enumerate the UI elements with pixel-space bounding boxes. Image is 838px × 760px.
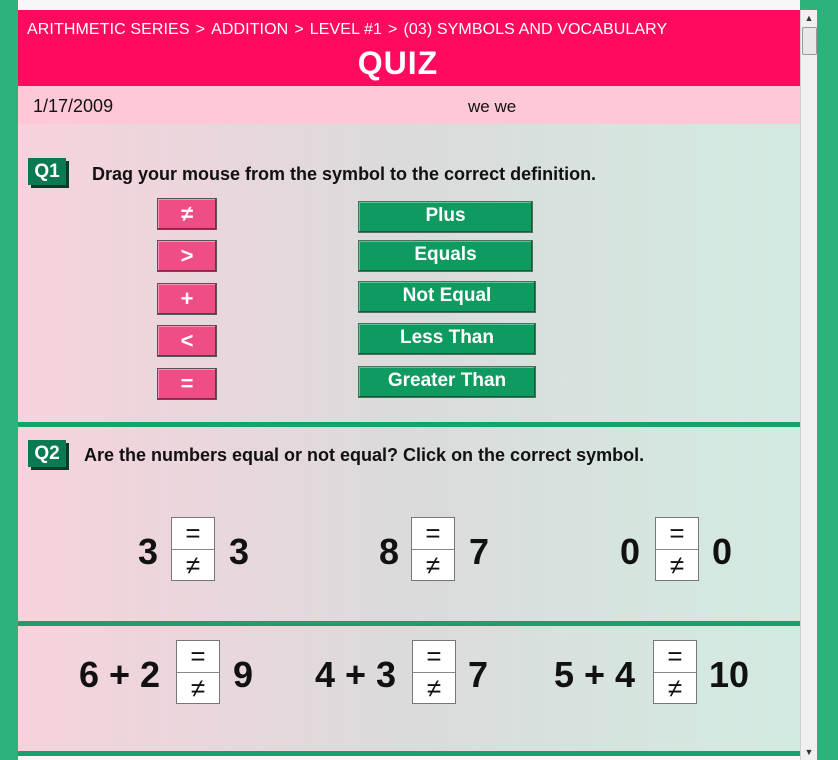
not-equal-choice[interactable]: ≠ (190, 673, 206, 703)
right-number: 3 (229, 531, 250, 572)
breadcrumb-item[interactable]: ADDITION (211, 21, 289, 38)
comparison-item (315, 640, 515, 704)
symbol-choice-box (412, 640, 456, 704)
symbol-choice-box (171, 517, 215, 581)
breadcrumb (27, 21, 667, 39)
right-number: 9 (233, 654, 254, 695)
equals-choice[interactable]: = (656, 518, 698, 550)
left-expression: 5 + 4 (554, 654, 636, 695)
definition-greater-than-target[interactable]: Greater Than (358, 366, 536, 398)
info-bar (18, 86, 800, 124)
equals-choice[interactable]: = (413, 641, 455, 673)
left-expression: 6 + 2 (79, 654, 161, 695)
vertical-scrollbar[interactable] (800, 10, 817, 760)
left-number: 0 (620, 531, 641, 572)
left-expression: 4 + 3 (315, 654, 397, 695)
symbol-equals-button[interactable]: = (157, 368, 217, 400)
comparison-item (379, 517, 519, 581)
not-equal-choice[interactable]: ≠ (426, 673, 442, 703)
question-1-section (18, 124, 800, 422)
definition-less-than-target[interactable]: Less Than (358, 323, 536, 355)
comparison-item (554, 640, 774, 704)
breadcrumb-item[interactable]: ARITHMETIC SERIES (27, 21, 190, 38)
right-number: 7 (469, 531, 490, 572)
definition-plus-target[interactable]: Plus (358, 201, 533, 233)
equals-choice[interactable]: = (177, 641, 219, 673)
equals-choice[interactable]: = (172, 518, 214, 550)
question-badge: Q2 (28, 440, 66, 467)
breadcrumb-item[interactable]: (03) SYMBOLS AND VOCABULARY (403, 21, 668, 38)
symbol-not-equal-button[interactable]: ≠ (157, 198, 217, 230)
right-number: 7 (468, 654, 489, 695)
question-badge: Q1 (28, 158, 66, 185)
scroll-down-arrow-icon[interactable]: ▼ (804, 747, 814, 757)
symbol-choice-box (653, 640, 697, 704)
left-number: 8 (379, 531, 400, 572)
breadcrumb-separator: > (294, 21, 304, 38)
right-number: 10 (709, 654, 750, 695)
not-equal-choice[interactable]: ≠ (667, 673, 683, 703)
question-2-row-2-section (18, 626, 800, 751)
equals-choice[interactable]: = (654, 641, 696, 673)
not-equal-choice[interactable]: ≠ (425, 550, 441, 580)
quiz-date: 1/17/2009 (33, 96, 114, 116)
header-bar (18, 10, 800, 86)
equals-choice[interactable]: = (412, 518, 454, 550)
right-number: 0 (712, 531, 733, 572)
comparison-item (138, 517, 278, 581)
question-instruction: Are the numbers equal or not equal? Click on the correct symbol. (84, 445, 645, 465)
comparison-item (79, 640, 279, 704)
breadcrumb-separator: > (388, 21, 398, 38)
symbol-choice-box (176, 640, 220, 704)
left-number: 3 (138, 531, 159, 572)
breadcrumb-item[interactable]: LEVEL #1 (309, 21, 383, 38)
not-equal-choice[interactable]: ≠ (669, 550, 685, 580)
symbol-choice-box (411, 517, 455, 581)
symbol-greater-than-button[interactable]: > (157, 240, 217, 272)
question-2-section (18, 427, 800, 621)
quiz-page (18, 0, 800, 760)
breadcrumb-separator: > (195, 21, 206, 38)
section-divider (18, 751, 800, 756)
not-equal-choice[interactable]: ≠ (185, 550, 201, 580)
scroll-up-arrow-icon[interactable]: ▲ (804, 13, 814, 23)
symbol-choice-box (655, 517, 699, 581)
user-name: we we (468, 97, 517, 116)
question-instruction: Drag your mouse from the symbol to the correct definition. (92, 164, 597, 184)
page-title: QUIZ (357, 45, 439, 81)
definition-equals-target[interactable]: Equals (358, 240, 533, 272)
definition-not-equal-target[interactable]: Not Equal (358, 281, 536, 313)
symbol-less-than-button[interactable]: < (157, 325, 217, 357)
symbol-plus-button[interactable]: + (157, 283, 217, 315)
comparison-item (620, 517, 760, 581)
scrollbar-thumb[interactable] (802, 27, 817, 55)
